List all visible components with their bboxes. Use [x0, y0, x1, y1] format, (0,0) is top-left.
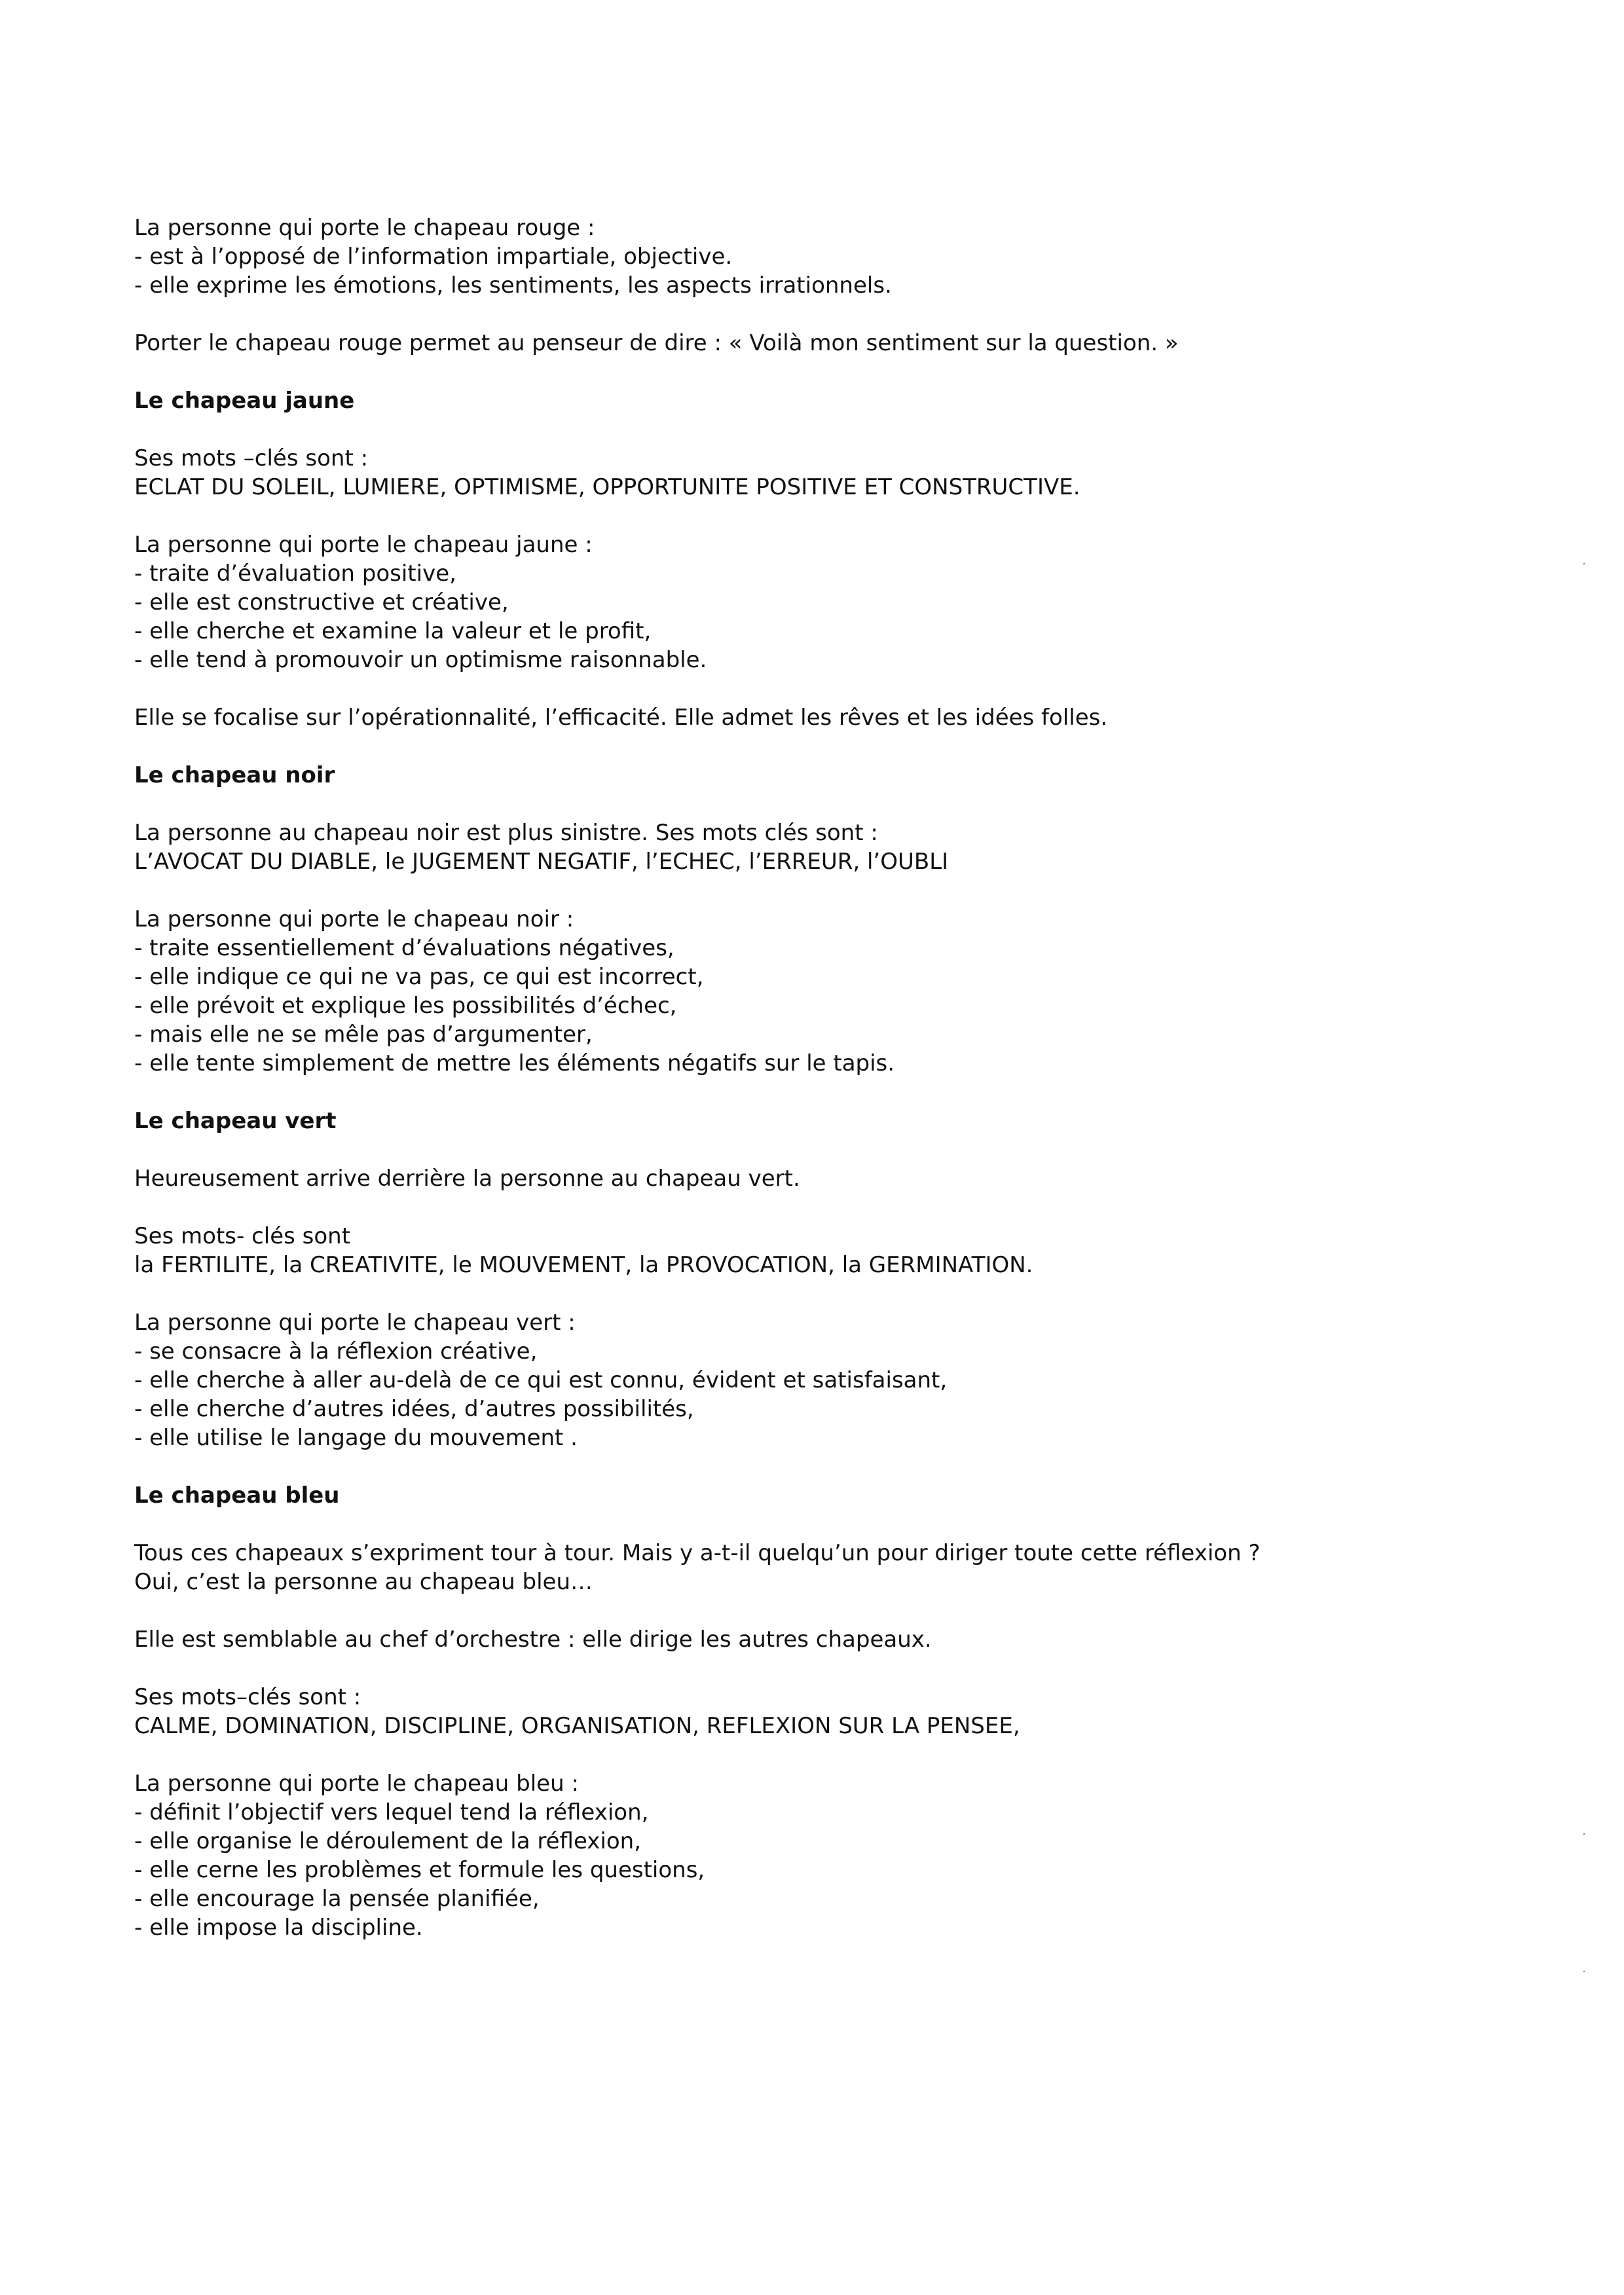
- yellow-hat-item: - elle cherche et examine la valeur et le profit,: [134, 618, 652, 644]
- blue-hat-intro: La personne qui porte le chapeau bleu :: [134, 1771, 579, 1797]
- green-hat-intro: La personne qui porte le chapeau vert :: [134, 1310, 576, 1336]
- yellow-hat-intro: La personne qui porte le chapeau jaune :: [134, 532, 593, 558]
- yellow-hat-closing: Elle se focalise sur l’opérationnalité, l’efficacité. Elle admet les rêves et les idées folles.: [134, 705, 1108, 731]
- section-red-hat: [134, 213, 1509, 386]
- section-black-hat: [134, 761, 1509, 1107]
- blue-hat-item: - elle encourage la pensée planifiée,: [134, 1886, 540, 1912]
- blue-hat-opening: Tous ces chapeaux s’expriment tour à tour. Mais y a-t-il quelqu’un pour diriger toute cette réflexion ?: [134, 1540, 1261, 1566]
- yellow-hat-heading: Le chapeau jaune: [134, 388, 355, 414]
- black-hat-item: - elle indique ce qui ne va pas, ce qui est incorrect,: [134, 964, 704, 990]
- black-hat-keywords-label: La personne au chapeau noir est plus sinistre. Ses mots clés sont :: [134, 820, 878, 846]
- section-yellow-hat: [134, 386, 1509, 761]
- black-hat-intro: La personne qui porte le chapeau noir :: [134, 906, 574, 932]
- yellow-hat-keywords-label: Ses mots –clés sont :: [134, 445, 369, 471]
- black-hat-heading: Le chapeau noir: [134, 762, 335, 788]
- section-green-hat: [134, 1107, 1509, 1481]
- blue-hat-heading: Le chapeau bleu: [134, 1482, 340, 1509]
- scan-speck: [1583, 563, 1585, 564]
- document-page: [134, 213, 1509, 1942]
- black-hat-keywords: L’AVOCAT DU DIABLE, le JUGEMENT NEGATIF, l’ECHEC, l’ERREUR, l’OUBLI: [134, 849, 949, 875]
- black-hat-item: - traite essentiellement d’évaluations négatives,: [134, 935, 674, 961]
- blue-hat-item: - définit l’objectif vers lequel tend la réflexion,: [134, 1799, 649, 1826]
- yellow-hat-keywords: ECLAT DU SOLEIL, LUMIERE, OPTIMISME, OPPORTUNITE POSITIVE ET CONSTRUCTIVE.: [134, 474, 1080, 500]
- green-hat-item: - se consacre à la réflexion créative,: [134, 1338, 538, 1365]
- red-hat-closing: Porter le chapeau rouge permet au penseur de dire : « Voilà mon sentiment sur la question. »: [134, 330, 1179, 356]
- black-hat-item: - mais elle ne se mêle pas d’argumenter,: [134, 1021, 593, 1048]
- yellow-hat-item: - elle tend à promouvoir un optimisme raisonnable.: [134, 647, 707, 673]
- green-hat-item: - elle cherche d’autres idées, d’autres possibilités,: [134, 1396, 694, 1422]
- green-hat-item: - elle cherche à aller au-delà de ce qui est connu, évident et satisfaisant,: [134, 1367, 948, 1393]
- yellow-hat-item: - traite d’évaluation positive,: [134, 560, 456, 587]
- blue-hat-comparison: Elle est semblable au chef d’orchestre : elle dirige les autres chapeaux.: [134, 1626, 932, 1653]
- blue-hat-keywords: CALME, DOMINATION, DISCIPLINE, ORGANISATION, REFLEXION SUR LA PENSEE,: [134, 1713, 1020, 1739]
- green-hat-heading: Le chapeau vert: [134, 1108, 337, 1134]
- blue-hat-item: - elle organise le déroulement de la réflexion,: [134, 1828, 641, 1854]
- yellow-hat-item: - elle est constructive et créative,: [134, 589, 509, 615]
- blue-hat-opening: Oui, c’est la personne au chapeau bleu…: [134, 1569, 593, 1595]
- black-hat-item: - elle prévoit et explique les possibilités d’échec,: [134, 993, 677, 1019]
- red-hat-intro: La personne qui porte le chapeau rouge :: [134, 215, 595, 241]
- blue-hat-item: - elle cerne les problèmes et formule les questions,: [134, 1857, 705, 1883]
- scan-speck: [1583, 1833, 1585, 1835]
- green-hat-keywords-label: Ses mots- clés sont: [134, 1223, 351, 1249]
- green-hat-keywords: la FERTILITE, la CREATIVITE, le MOUVEMENT, la PROVOCATION, la GERMINATION.: [134, 1252, 1033, 1278]
- green-hat-opening: Heureusement arrive derrière la personne au chapeau vert.: [134, 1166, 800, 1192]
- red-hat-item: - est à l’opposé de l’information impartiale, objective.: [134, 244, 733, 270]
- blue-hat-item: - elle impose la discipline.: [134, 1915, 423, 1941]
- red-hat-item: - elle exprime les émotions, les sentiments, les aspects irrationnels.: [134, 272, 892, 299]
- section-blue-hat: [134, 1481, 1509, 1942]
- scan-speck: [1583, 1971, 1585, 1972]
- blue-hat-keywords-label: Ses mots–clés sont :: [134, 1684, 361, 1710]
- black-hat-item: - elle tente simplement de mettre les éléments négatifs sur le tapis.: [134, 1050, 895, 1076]
- green-hat-item: - elle utilise le langage du mouvement .: [134, 1425, 578, 1451]
